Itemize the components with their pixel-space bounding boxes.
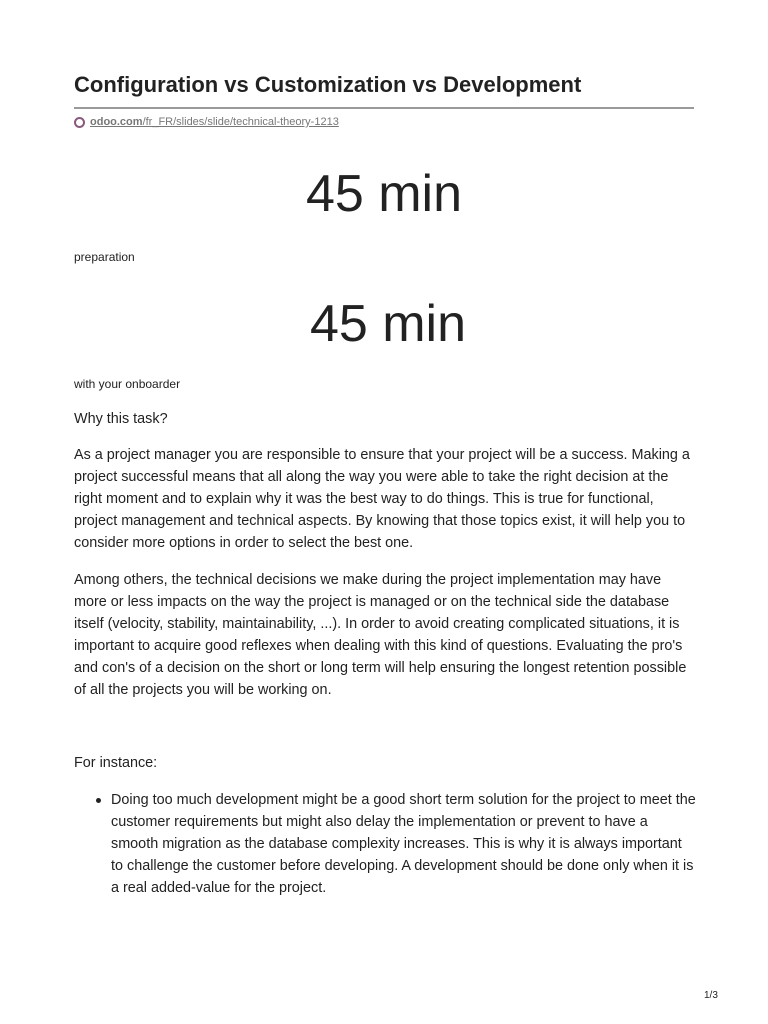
paragraph-intro: As a project manager you are responsible to ensure that your project will be a success. Making a project successful means that all along the way you were able to take the right decision at the right moment and to explain why it was the best way to do things. This is true for functional, project management and technical aspects. By knowing that those topics exist, it will help you to consider more options in order to select the best one. — [74, 447, 690, 551]
bullet-list — [74, 789, 696, 899]
source-link-row — [74, 114, 339, 130]
source-link[interactable] — [90, 116, 339, 128]
why-heading: Why this task? — [74, 411, 168, 427]
page-title: Configuration vs Customization vs Development — [74, 72, 582, 97]
preparation-duration: 45 min — [305, 165, 463, 223]
onboarder-label: with your onboarder — [74, 377, 181, 391]
preparation-label: preparation — [74, 250, 135, 264]
for-instance-label: For instance: — [74, 755, 158, 771]
odoo-logo-icon — [74, 117, 85, 128]
page-number: 1/3 — [704, 990, 718, 1001]
title-divider — [74, 107, 694, 109]
paragraph-technical-decisions: Among others, the technical decisions we make during the project implementation may have more or less impacts on the way the project is managed or on the technical side the database itself (velocity, stability, maintainability, ...). In order to avoid creating complicated situations, it is important to acquire good reflexes when dealing with this kind of questions. Evaluating the pro's and con's of a decision on the short or long term will help ensuring the longest retention possible of all the projects you will be working on. — [74, 572, 687, 698]
list-item: Doing too much development might be a good short term solution for the project to meet the customer requirements but might also delay the implementation or prevent to have a smooth migration as the database complexity increases. This is why it is always important to challenge the customer before developing. A development should be done only when it is a real added-value for the project. — [111, 789, 696, 899]
source-domain: odoo.com — [90, 116, 143, 128]
onboarder-duration: 45 min — [309, 295, 467, 353]
source-path: /fr_FR/slides/slide/technical-theory-1213 — [142, 116, 339, 128]
